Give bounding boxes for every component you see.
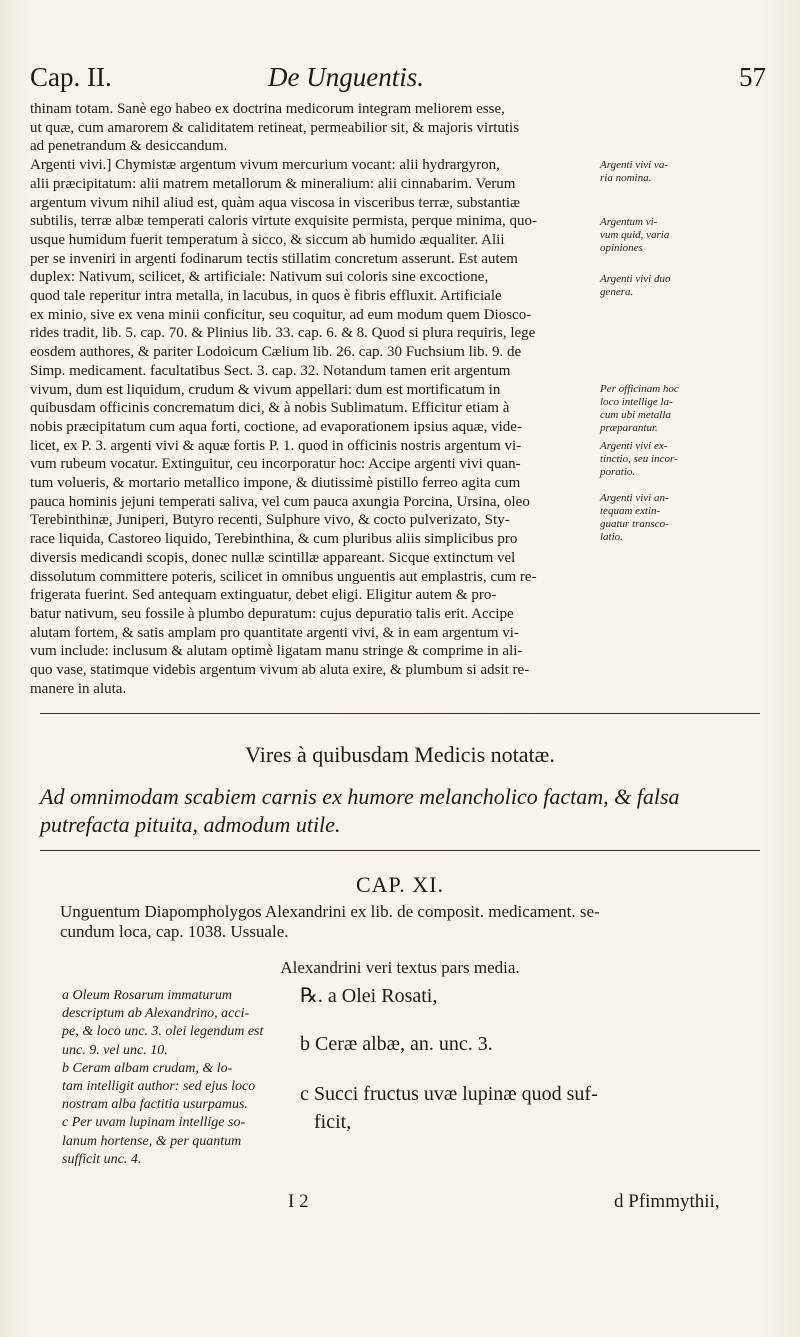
text-line: Terebinthinæ, Juniperi, Butyro recenti, Sulphure vivo, & cocto pulverizato, Sty- — [30, 512, 510, 529]
margin-note: poratio. — [600, 466, 636, 478]
text-line: per se inveniri in argenti fodinarum tectis stillatim concretum asserunt. Est autem — [30, 250, 518, 267]
chapter-title: CAP. XI. — [355, 872, 445, 897]
margin-note: cum ubi metalla — [600, 409, 671, 421]
footnote-line: b Ceram albam crudam, & lo- — [62, 1060, 233, 1076]
text-line: nobis præcipitatum cum aqua forti, coctione, ad evaporationem ipsius aquæ, vide- — [30, 418, 522, 435]
margin-note: Per officinam hoc — [600, 383, 679, 395]
margin-note: Argenti vivi duo — [600, 273, 671, 285]
unguent-line: Unguentum Diapompholygos Alexandrini ex lib. de composit. medicament. se- — [60, 902, 600, 921]
text-line: tum volueris, & mortario metallico impone, & diutissimè pistillo ferreo agita cum — [30, 475, 521, 492]
footnote-line: sufficit unc. 4. — [62, 1151, 142, 1167]
footnote-line: lanum hortense, & per quantum — [62, 1133, 242, 1149]
margin-note: Argentum vi- — [600, 216, 658, 228]
running-title: De Unguentis. — [268, 62, 424, 92]
text-line: frigerata fuerint. Sed antequam extinguatur, debet eligi. Eligitur autem & pro- — [30, 587, 497, 604]
footnote-line: a Oleum Rosarum immaturum — [62, 988, 232, 1003]
text-line: usque humidum fuerit temperatum à sicco, & siccum ab humido æqualiter. Alii — [30, 231, 505, 248]
text-line: alii præcipitatum: alii matrem metallorum & mineralium: alii cinnabarim. Verum — [30, 175, 516, 192]
text-line: batur nativum, seu fossile à plumbo depuratum: cujus depuratio talis erit. Accipe — [30, 605, 514, 622]
uses-line: Ad omnimodam scabiem carnis ex humore melancholico factam, & falsa — [40, 784, 680, 809]
text-line: Argenti vivi.] Chymistæ argentum vivum mercurium vocant: alii hydrargyron, — [30, 157, 500, 174]
alexandrini-subtitle: Alexandrini veri textus pars media. — [280, 958, 520, 977]
text-line: vivum, dum est liquidum, crudum & vivum appellari: dum est mortificatum in — [30, 381, 501, 398]
text-line: licet, ex P. 3. argenti vivi & aquæ fortis P. 1. quod in officinis nostris argentum vi- — [30, 437, 522, 454]
text-line: quibusdam officinis concrematum dici, & à nobis Sublimatum. Efficitur etiam à — [30, 400, 510, 417]
footnotes-column — [62, 987, 267, 1169]
margin-note: genera. — [600, 286, 634, 298]
vires-heading: Vires à quibusdam Medicis notatæ. — [245, 742, 555, 767]
section-divider — [40, 850, 760, 851]
recipe-line: b Ceræ albæ, an. unc. 3. — [300, 1033, 493, 1055]
footnote-line: pe, & loco unc. 3. olei legendum est — [62, 1024, 264, 1040]
recipe-line: c Succi fructus uvæ lupinæ quod suf- — [300, 1083, 598, 1105]
unguent-intro — [60, 902, 765, 942]
text-line: rides tradit, lib. 5. cap. 70. & Plinius lib. 33. cap. 6. & 8. Quod si plura requiris, lege — [30, 325, 536, 342]
footnote-line: c Per uvam lupinam intellige so- — [62, 1115, 246, 1131]
footnote-line: unc. 9. vel unc. 10. — [62, 1042, 168, 1058]
text-line: vum include: inclusum & alutam optimè ligatam manu stringe & comprime in ali- — [30, 643, 523, 660]
text-line: subtilis, terræ albæ temperati caloris virtute exquisite permista, perque minima, quo- — [30, 213, 537, 230]
catchword: d Pfimmythii, — [614, 1191, 720, 1212]
margin-note: guatur transco- — [600, 518, 669, 530]
chapter-heading: Cap. II. — [30, 62, 112, 92]
text-line: diversis medicandi scopis, donec nullæ scintillæ appareant. Sicque extinctum vel — [30, 549, 516, 566]
margin-note: tequam extin- — [600, 505, 661, 517]
margin-note: Argenti vivi ex- — [600, 440, 668, 452]
recipe-line: ficit, — [314, 1111, 352, 1133]
footnote-line: descriptum ab Alexandrino, acci- — [62, 1006, 250, 1022]
margin-note: ria nomina. — [600, 172, 652, 184]
text-line: manere in aluta. — [30, 680, 127, 697]
margin-note: Argenti vivi an- — [600, 492, 669, 504]
uses-line: putrefacta pituita, admodum utile. — [40, 812, 341, 837]
text-line: ut quæ, cum amarorem & caliditatem retineat, permeabilior sit, & majoris virtutis — [30, 119, 520, 136]
margin-note: loco intellige la- — [600, 396, 673, 408]
text-line: Simp. medicament. facultatibus Sect. 3. cap. 32. Notandum tamen erit argentum — [30, 362, 511, 379]
text-line: ad penetrandum & desiccandum. — [30, 138, 228, 155]
footnote-line: nostram alba factitia usurpamus. — [62, 1097, 248, 1113]
signature-mark: I 2 — [288, 1191, 309, 1212]
page-number: 57 — [739, 62, 766, 92]
uses-statement — [40, 783, 770, 839]
footnote-line: tam intelligit author: sed ejus loco — [62, 1079, 256, 1095]
text-line: ex minio, sive ex vena minii conficitur, seu coquitur, ad eum modum quem Diosco- — [30, 306, 532, 323]
text-line: quod tale reperitur intra metalla, in lacubus, in quos è fibris effluxit. Artificiale — [30, 288, 502, 305]
main-text-block — [30, 100, 598, 699]
margin-note: Argenti vivi va- — [600, 159, 669, 171]
text-line: pauca hominis jejuni temperati saliva, vel cum pauca axungia Porcina, Ursina, oleo — [30, 493, 530, 510]
text-line: duplex: Nativum, scilicet, & artificiale: Nativum sui coloris sine excoctione, — [30, 269, 489, 286]
text-line: dissolutum committere poteris, scilicet in omnibus unguentis aut emplastris, cum re- — [30, 568, 537, 585]
text-line: alutam fortem, & satis amplam pro quantitate argenti vivi, & in eam argentum vi- — [30, 624, 519, 641]
recipe-line: ℞. a Olei Rosati, — [300, 985, 438, 1007]
section-divider — [40, 713, 760, 714]
text-line: quo vase, statimque videbis argentum vivum ab aluta exire, & plumbum si adsit re- — [30, 662, 530, 679]
text-line: race liquida, Castoreo liquido, Terebinthina, & cum pluribus aliis simplicibus pro — [30, 531, 518, 548]
text-line: vum rubeum vocatur. Extinguitur, ceu incorporatur hoc: Accipe argenti vivi quan- — [30, 456, 521, 473]
margin-note: opiniones — [600, 242, 643, 254]
unguent-line: cundum loca, cap. 1038. Ussuale. — [60, 922, 289, 941]
text-line: thinam totam. Sanè ego habeo ex doctrina medicorum integram meliorem esse, — [30, 101, 505, 117]
text-line: argentum vivum nihil aliud est, quàm aqua viscosa in visceribus terræ, substantiæ — [30, 194, 521, 211]
margin-note: præparantur. — [600, 422, 658, 434]
margin-note: latio. — [600, 531, 623, 543]
margin-note: tinctio, seu incor- — [600, 453, 678, 465]
margin-note: vum quid, varia — [600, 229, 670, 241]
text-line: eosdem authores, & pariter Lodoicum Cælium lib. 26. cap. 30 Fuchsium lib. 9. de — [30, 344, 522, 361]
page-header — [30, 62, 770, 102]
